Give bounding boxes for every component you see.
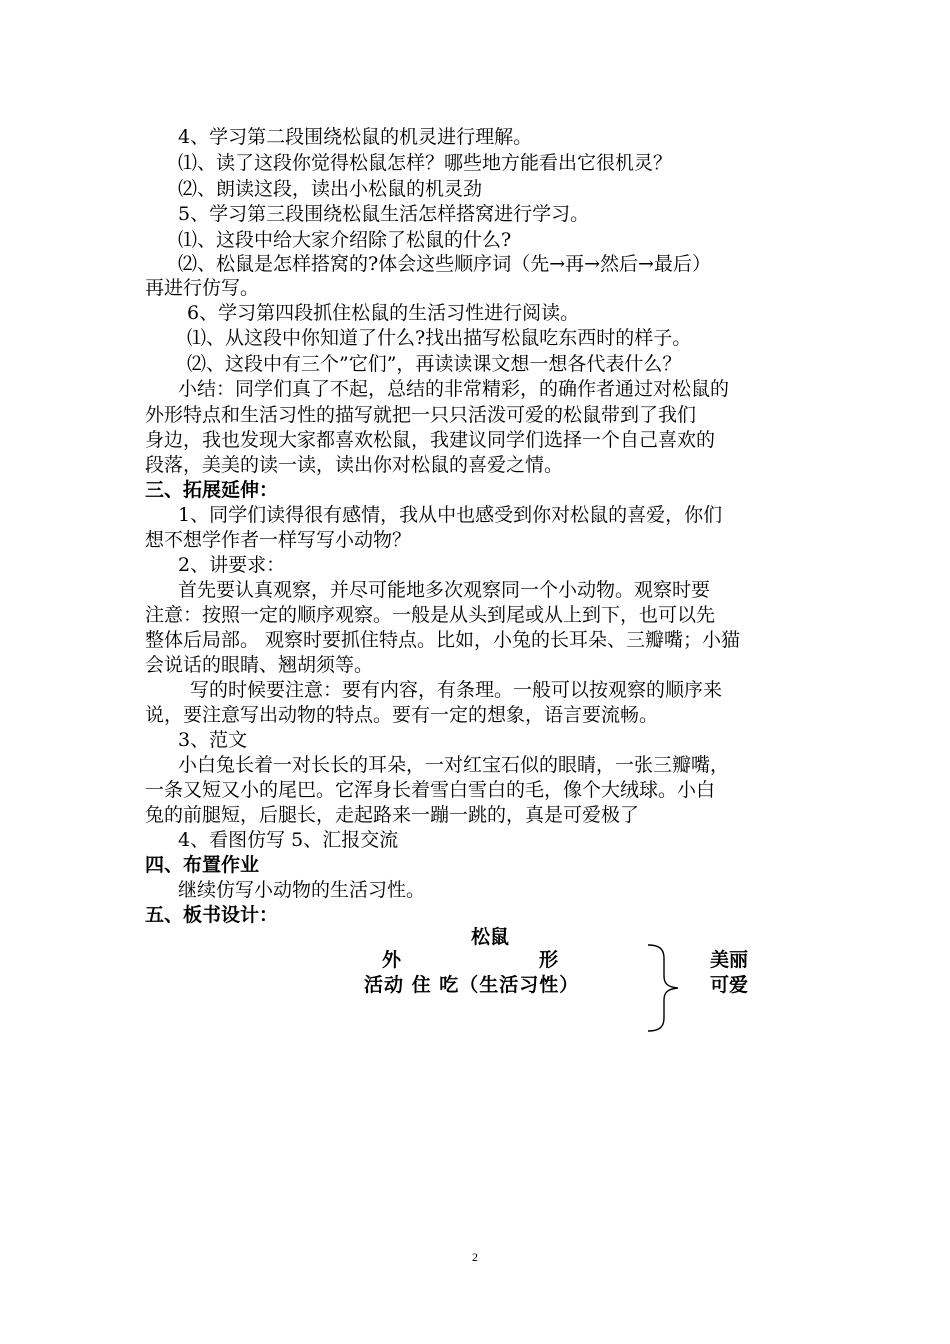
extension-4-5: 4、看图仿写 5、汇报交流 (178, 829, 399, 851)
heading-board-design: 五、板书设计： (145, 904, 279, 926)
sample-text-line-2: 一条又短又小的尾巴。它浑身长着雪白雪白的毛，像个大绒球。小白 (145, 779, 716, 801)
sample-text-line-3: 兔的前腿短，后腿长，走起路来一蹦一跳的，真是可爱极了 (145, 804, 640, 826)
requirements-line-4: 会说话的眼睛、翘胡须等。 (145, 654, 374, 676)
extension-2-heading: 2、讲要求： (178, 554, 286, 576)
summary-line-1: 小结：同学们真了不起，总结的非常精彩，的确作者通过对松鼠的 (178, 378, 730, 400)
section-6-heading: 6、学习第四段抓住松鼠的生活习性进行阅读。 (187, 302, 580, 324)
board-outer-left: 外 (382, 949, 402, 971)
board-outer-right: 形 (539, 949, 559, 971)
section-6-question-1: ⑴、从这段中你知道了什么?找出描写松鼠吃东西时的样子。 (187, 327, 692, 349)
heading-extension: 三、拓展延伸： (145, 479, 279, 501)
summary-line-4: 段落，美美的读一读，读出你对松鼠的喜爱之情。 (145, 454, 564, 476)
heading-homework: 四、布置作业 (145, 854, 260, 876)
section-4-heading: 4、学习第二段围绕松鼠的机灵进行理解。 (178, 126, 533, 148)
requirements-line-3: 整体后局部。 观察时要抓住特点。比如，小兔的长耳朵、三瓣嘴；小猫 (145, 629, 741, 651)
board-habits: 活动 住 吃（生活习性） (364, 974, 580, 996)
section-6-question-2: ⑵、这段中有三个”它们”，再读读课文想一想各代表什么？ (187, 353, 682, 375)
requirements-line-1: 首先要认真观察，并尽可能地多次观察同一个小动物。观察时要 (178, 579, 711, 601)
writing-note-line-1: 写的时候要注意：要有内容，有条理。一般可以按观察的顺序来 (190, 679, 723, 701)
extension-1-line-1: 1、同学们读得很有感情，我从中也感受到你对松鼠的喜爱，你们 (178, 504, 723, 526)
brace-icon (640, 942, 700, 1034)
summary-line-3: 身边，我也发现大家都喜欢松鼠，我建议同学们选择一个自己喜欢的 (145, 429, 716, 451)
section-4-question-2: ⑵、朗读这段，读出小松鼠的机灵劲 (178, 178, 483, 200)
writing-note-line-2: 说，要注意写出动物的特点。要有一定的想象，语言要流畅。 (145, 704, 659, 726)
board-result-beautiful: 美丽 (710, 949, 749, 971)
section-5-heading: 5、学习第三段围绕松鼠生活怎样搭窝进行学习。 (178, 203, 590, 225)
summary-line-2: 外形特点和生活习性的描写就把一只只活泼可爱的松鼠带到了我们 (145, 404, 697, 426)
section-4-question-1: ⑴、读了这段你觉得松鼠怎样？哪些地方能看出它很机灵？ (178, 152, 673, 174)
homework-text: 继续仿写小动物的生活习性。 (178, 879, 426, 901)
board-title: 松鼠 (471, 926, 510, 948)
extension-1-line-2: 想不想学作者一样写写小动物？ (145, 529, 412, 551)
section-5-question-1: ⑴、这段中给大家介绍除了松鼠的什么? (178, 229, 512, 251)
extension-3-heading: 3、范文 (178, 729, 248, 751)
board-result-cute: 可爱 (710, 974, 749, 996)
page-number: 2 (472, 1250, 478, 1264)
section-5-question-2: ⑵、松鼠是怎样搭窝的?体会这些顺序词（先→再→然后→最后） (178, 253, 711, 275)
requirements-line-2: 注意：按照一定的顺序观察。一般是从头到尾或从上到下，也可以先 (145, 604, 716, 626)
sample-text-line-1: 小白兔长着一对长长的耳朵，一对红宝石似的眼睛，一张三瓣嘴， (178, 754, 730, 776)
section-5-question-2-cont: 再进行仿写。 (145, 277, 260, 299)
